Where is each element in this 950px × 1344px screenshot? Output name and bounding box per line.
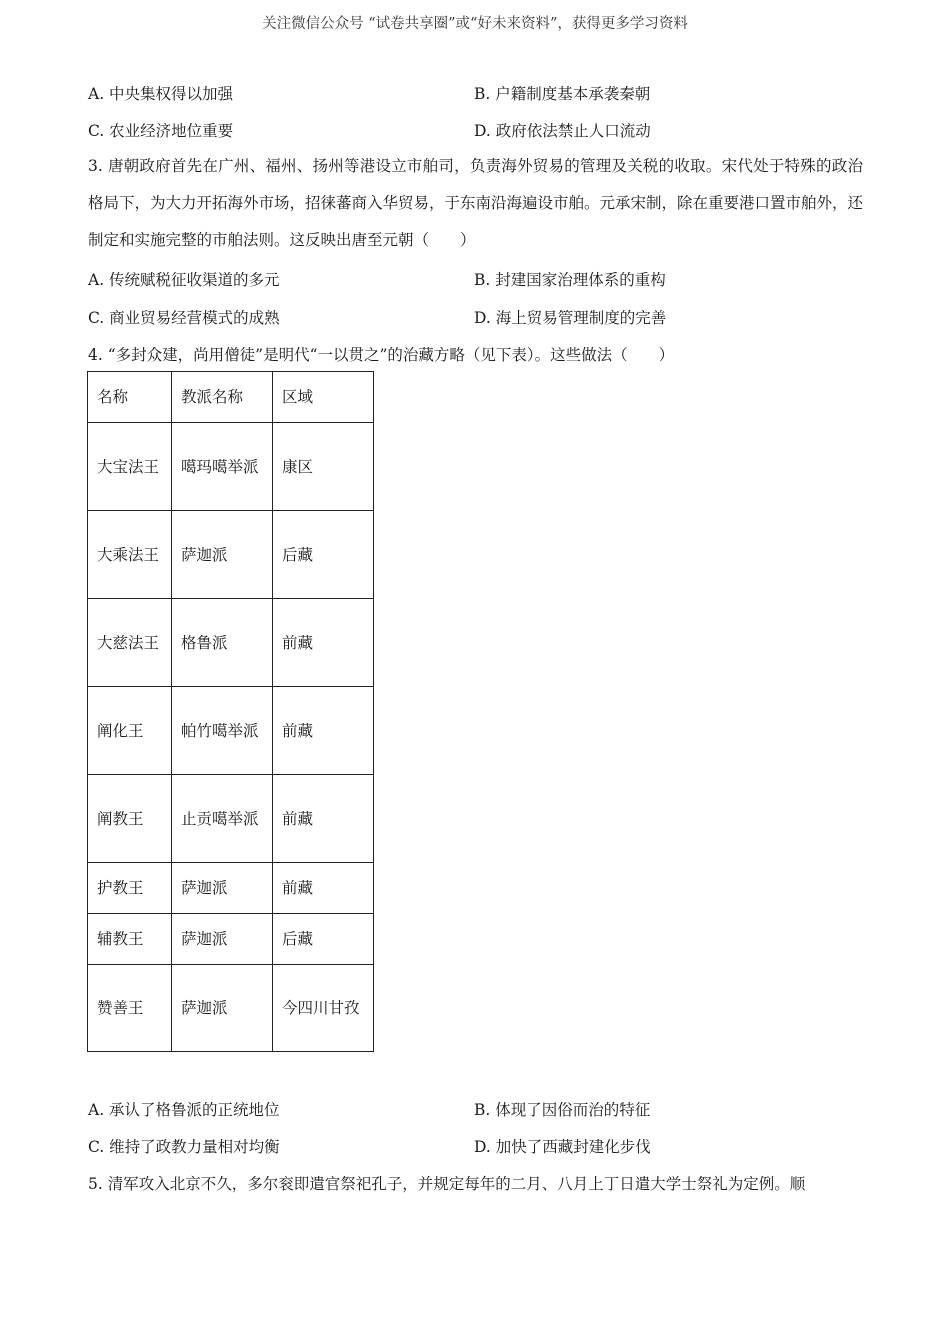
q3-option-c: C. 商业贸易经营模式的成熟 [88, 309, 280, 327]
q4-table [87, 371, 374, 1052]
table-cell: 格鲁派 [172, 599, 273, 687]
table-cell: 止贡噶举派 [172, 775, 273, 863]
table-row [88, 775, 374, 863]
table-cell: 萨迦派 [172, 511, 273, 599]
q4-option-c: C. 维持了政教力量相对均衡 [88, 1138, 280, 1156]
table-cell: 萨迦派 [172, 965, 273, 1052]
table-cell: 前藏 [273, 863, 374, 914]
table-cell: 大宝法王 [88, 423, 172, 511]
table-cell: 阐教王 [88, 775, 172, 863]
table-row [88, 863, 374, 914]
table-row [88, 599, 374, 687]
table-cell: 噶玛噶举派 [172, 423, 273, 511]
page-header: 关注微信公众号 “试卷共享圈”或“好未来资料”，获得更多学习资料 [262, 16, 688, 32]
table-row [88, 965, 374, 1052]
q4-stem: 4. “多封众建，尚用僧徒”是明代“一以贯之”的治藏方略（见下表）。这些做法（ ） [88, 346, 675, 364]
table-row [88, 914, 374, 965]
table-row [88, 511, 374, 599]
table-row [88, 687, 374, 775]
table-cell: 大乘法王 [88, 511, 172, 599]
table-cell: 前藏 [273, 775, 374, 863]
table-cell: 帕竹噶举派 [172, 687, 273, 775]
q2-option-a: A. 中央集权得以加强 [88, 85, 234, 103]
table-cell: 后藏 [273, 914, 374, 965]
q5-stem: 5. 清军攻入北京不久，多尔衮即遣官祭祀孔子，并规定每年的二月、八月上丁日遣大学士祭礼为定例。顺 [88, 1175, 806, 1193]
table-cell: 萨迦派 [172, 863, 273, 914]
q3-option-d: D. 海上贸易管理制度的完善 [474, 309, 667, 327]
q4-option-b: B. 体现了因俗而治的特征 [474, 1101, 651, 1119]
q2-option-c: C. 农业经济地位重要 [88, 122, 234, 140]
table-cell: 护教王 [88, 863, 172, 914]
table-cell: 康区 [273, 423, 374, 511]
q3-option-a: A. 传统赋税征收渠道的多元 [88, 271, 280, 289]
q3-option-b: B. 封建国家治理体系的重构 [474, 271, 666, 289]
table-cell: 阐化王 [88, 687, 172, 775]
table-header-cell: 区域 [273, 372, 374, 423]
q3-stem: 3. 唐朝政府首先在广州、福州、扬州等港设立市舶司，负责海外贸易的管理及关税的收取。宋代处于特殊的政治格局下，为大力开拓海外市场，招徕蕃商入华贸易，于东南沿海遍设市舶。元承宋制，除在重要港口置市舶外，还制定和实施完整的市舶法则。这反映出唐至元朝（ ） [88, 157, 864, 249]
q2-option-d: D. 政府依法禁止人口流动 [474, 122, 651, 140]
table-cell: 今四川甘孜 [273, 965, 374, 1052]
q4-option-a: A. 承认了格鲁派的正统地位 [88, 1101, 280, 1119]
table-row [88, 423, 374, 511]
table-cell: 前藏 [273, 599, 374, 687]
table-cell: 后藏 [273, 511, 374, 599]
table-header-cell: 教派名称 [172, 372, 273, 423]
table-cell: 萨迦派 [172, 914, 273, 965]
q4-option-d: D. 加快了西藏封建化步伐 [474, 1138, 651, 1156]
table-cell: 辅教王 [88, 914, 172, 965]
q2-option-b: B. 户籍制度基本承袭秦朝 [474, 85, 651, 103]
table-cell: 大慈法王 [88, 599, 172, 687]
table-header-row [88, 372, 374, 423]
table-cell: 赞善王 [88, 965, 172, 1052]
table-header-cell: 名称 [88, 372, 172, 423]
table-cell: 前藏 [273, 687, 374, 775]
